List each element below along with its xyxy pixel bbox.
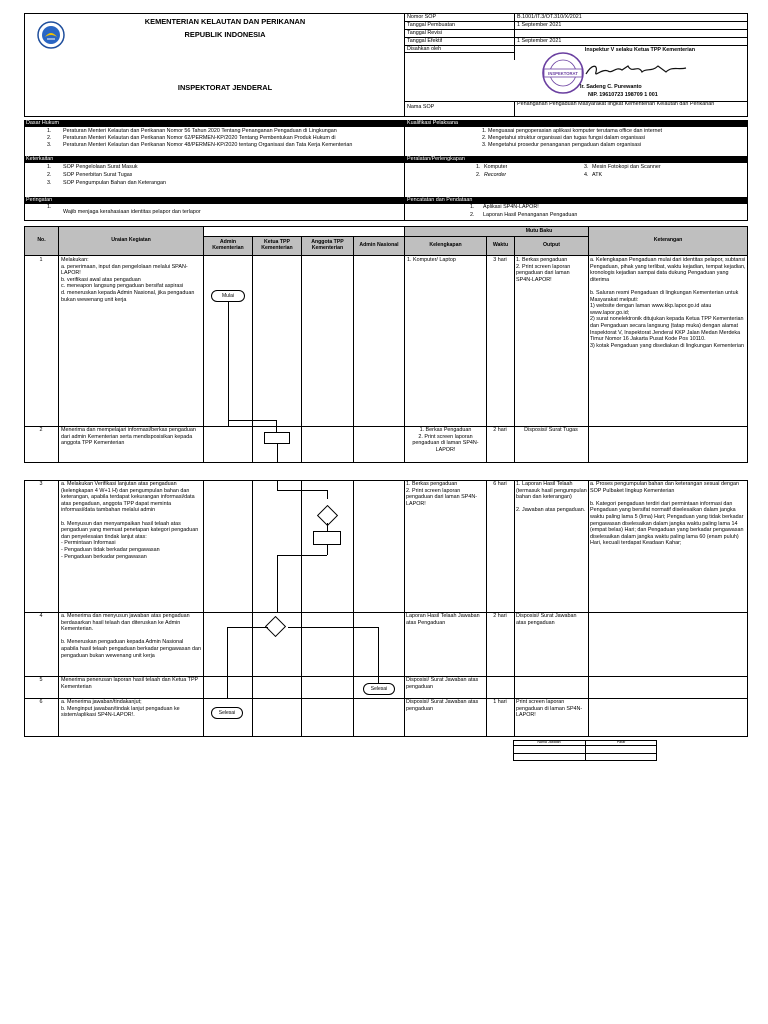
row-1-uraian: Melakukan: a. penerimaan, input dan pengelolaan melalui SPAN-LAPOR! b. verifikasi awal atas pengaduan c. meneapon langsung pengaduan bersifat aspirasi d. meneruskan kepada Admin Nasional, jika pengaduan bukan wewenang unit kerja	[61, 257, 195, 303]
row-4-output: Disposisi/ Surat Jawaban atas pengaduan	[516, 613, 577, 626]
keterkaitan-text-2: SOP Penerbitan Surat Tugas	[63, 172, 133, 178]
row-3-uraian: a. Melakukan Verifikasi lanjutan atas pengaduan (kelengkapan 4 W+1 H) dan pengumpulan bahan dan keterangan, apabila terdapat kekurangan informasi/data atas pengaduan, anggota TPP dapat meminta informasi/data tambahan melalui admin b. Menyusun dan menyampaikan hasil telaah atas pengaduan yang memuat penetapan kategori pengaduan dan penyelesaian tindak lanjut atas: - Permintaan Informasi - Pengaduan tidak berkadar pengawasan - Pengaduan berkadar pengawasan	[61, 481, 199, 560]
field-value-tanggal-pembuatan: 1 September 2021	[517, 22, 562, 28]
keterkaitan-text-3: SOP Pengumpulan Bahan dan Keterangan	[63, 180, 167, 186]
row-3-keterangan: a. Proses pengumpulan bahan dan keterangan sesuai dengan SOP Pulbaket lingkup Kementerian b. Kategori pengaduan terdiri dari permintaan informasi dan Pengaduan yang bersifat normatif diselesaikan dalam jangka waktu paling lama 5 (lima) Hari; Pengaduan yang tidak berkadar pengawasan diselesaikan dalam jangka waktu paling lama 14 (empat belas) Hari; dan Pengaduan yang berkadar pengawasan diselesaikan dalam jangka waktu paling lama 60 (enam puluh) Hari, kecuali terdapat Keadaan Kahar;	[590, 481, 744, 547]
signer-name: Ir. Sadeng C. Purewanto	[580, 84, 642, 90]
pencatatan-text-1: Aplikasi SP4N-LAPOR!	[483, 204, 539, 210]
svg-text:INSPEKTORAT: INSPEKTORAT	[548, 71, 578, 76]
ministry-title: KEMENTERIAN KELAUTAN DAN PERIKANAN	[144, 17, 306, 26]
col-header-pelaksana-gap	[203, 226, 405, 237]
unit-title: INSPEKTORAT JENDERAL	[177, 83, 273, 92]
row-3-waktu: 6 hari	[493, 481, 507, 487]
peralatan-text-1: Komputer	[484, 164, 508, 170]
field-value-tanggal-efektif: 1 September 2021	[517, 38, 562, 44]
pencatatan-title: Pencatatan dan Pendataan	[405, 197, 748, 204]
flow-process-anggota-telaah	[313, 531, 341, 545]
row-5-kelengkapan: Disposisi/ Surat Jawaban atas pengaduan	[406, 677, 479, 690]
dasar-hukum-no-2: 2.	[47, 135, 52, 141]
field-label-nomor-sop: Nomor SOP	[407, 14, 437, 20]
flow-start-mulai: Mulai	[211, 290, 245, 302]
pencatatan-no-1: 1.	[470, 204, 475, 210]
row-6-kelengkapan: Disposisi/ Surat Jawaban atas pengaduan	[406, 699, 479, 712]
signature-col-paraf: Paraf	[616, 740, 626, 744]
row-5-uraian: Menerima penerusan laporan hasil telaah dan Ketua TPP Kementerian	[61, 677, 199, 690]
field-value-disahkan: Inspektur V selaku Ketua TPP Kementerian	[584, 47, 696, 53]
peralatan-no-3: 3.	[584, 164, 589, 170]
field-label-tanggal-pembuatan: Tanggal Pembuatan	[407, 22, 455, 28]
row-3-no: 3	[39, 481, 43, 487]
kualifikasi-item-1: 1. Menguasai pengoperasian aplikasi komputer terutama office dan internet	[482, 128, 662, 134]
kualifikasi-item-2: 2. Mengetahui struktur organisasi dan tugas fungsi dalam organisasi	[482, 135, 646, 141]
col-header-admin-kementerian: Admin Kementerian	[203, 236, 253, 256]
row-5-no: 5	[39, 677, 43, 683]
pencatatan-text-2: Laporan Hasil Penanganan Pengaduan	[483, 212, 578, 218]
field-label-disahkan: Disahkan oleh	[407, 46, 442, 52]
field-label-tanggal-efektif: Tanggal Efektif	[407, 38, 443, 44]
row-1-keterangan: a. Kelengkapan Pengaduan mulai dari identitas pelapor, subtansi Pengaduan, pihak yang terlibat, waktu kejadian, tempat kejadian, kronologis kejadian sampai data dukung Pengaduan yang diterima b. Saluran resmi Pengaduan di lingkungan Kementerian untuk Masyarakat melputi: 1) website dengan laman www.kkp.lapor.go.id atau www.lapor.go.id; 2) surat nonelektronik ditujukan kepada Ketua TPP Kementerian dan Pengaduan secara langsung (tatap muka) dengan alamat Inspektorat V, Inspektorat Jenderal KKP Jalan Medan Merdeka Timur Nomor 16 Jakarta Pusat Kode Pos 10110. 3) kotak Pengaduan yang disediakan di lingkungan Kementerian	[590, 257, 746, 349]
col-header-no: No.	[24, 226, 59, 256]
signature-col-nama-jabatan: Nama Jabatan	[537, 740, 561, 744]
row-5-waktu	[486, 677, 514, 687]
peralatan-no-4: 4.	[584, 172, 589, 178]
row-6-keterangan	[590, 699, 747, 709]
row-5-keterangan	[590, 677, 747, 687]
col-header-uraian: Uraian Kegiatan	[58, 226, 204, 256]
col-header-admin-nasional: Admin Nasional	[353, 236, 405, 256]
kualifikasi-title: Kualifikasi Pelaksana	[405, 120, 748, 127]
row-1-output: 1. Berkas pengaduan 2. Print screen laporan pengaduan dari laman SP4N-LAPOR!	[516, 257, 571, 283]
peringatan-text: Wajib menjaga kerahasiaan identitas pelapor dan terlapor	[63, 209, 201, 215]
sop-name-label: Nama SOP	[407, 104, 435, 110]
row-2-waktu: 2 hari	[493, 427, 507, 433]
official-stamp	[541, 51, 585, 95]
field-value-nomor-sop: B.1001/IT.3/OT.310/X/2021	[517, 14, 582, 20]
peralatan-text-3: Mesin Fotokopi dan Scanner	[592, 164, 661, 170]
row-4-uraian: a. Menerima dan menyusun jawaban atas pengaduan berdasarkan hasil telaah dan diteruskan ke Admin Kementerian. b. Meneruskan pengaduan kepada Admin Nasional apabila hasil telaah pengaduan berkadar pengawasan dan pengaduan bukan wewenang unit kerja	[61, 613, 201, 659]
row-2-uraian: Menerima dan mempelajari informasi/berkas pengaduan dari admin Kementerian serta mendisposisikan kepada anggota TPP Kementerian	[61, 427, 196, 447]
col-header-waktu: Waktu	[486, 236, 515, 256]
peralatan-title: Peralatan/Perlengkapan	[405, 156, 748, 163]
col-header-kelengkapan: Kelengkapan	[404, 236, 487, 256]
sop-name-value: Penanganan Pengaduan Masyarakat lingkat Kementerian Kelautan dan Perikanan	[517, 101, 715, 107]
col-header-ketua-tpp: Ketua TPP Kementerian	[252, 236, 302, 256]
row-3-output: 1. Laporan Hasil Telaah (termasuk hasil pengumpulan bahan dan keterangan) 2. Jawaban atas pengaduan.	[516, 481, 587, 514]
row-2-no: 2	[39, 427, 43, 433]
signer-nip: NIP. 19610723 198709 1 001	[588, 92, 658, 98]
pencatatan-no-2: 2.	[470, 212, 475, 218]
peringatan-title: Peringatan	[24, 197, 404, 204]
peralatan-text-4: ATK	[592, 172, 603, 178]
row-6-output: Print screen laporan pengaduan di laman SP4N-LAPOR!	[516, 699, 583, 719]
row-2-output: Disposisi/ Surat Tugas	[524, 427, 578, 433]
keterkaitan-no-3: 3.	[47, 180, 52, 186]
col-header-keterangan: Keterangan	[588, 226, 748, 256]
kualifikasi-item-3: 3. Mengetahui prosedur penanganan pengaduan dalam organisasi	[482, 142, 642, 148]
dasar-hukum-title: Dasar Hukum	[24, 120, 404, 127]
keterkaitan-text-1: SOP Pengelolaan Surat Masuk	[63, 164, 138, 170]
flow-process-ketua-review	[264, 432, 290, 444]
dasar-hukum-text-3: Peraturan Menteri Kelautan dan Perikanan Nomor 48/PERMEN-KP/2020 tentang Organisasi dan Tata Kerja Kementerian	[63, 142, 353, 148]
flow-end-selesai-admin-kementerian: Selesai	[211, 707, 243, 719]
dasar-hukum-text-2: Peraturan Menteri Kelautan dan Perikanan Nomor 62/PERMEN-KP/2020 Tentang Pembentukan Produk Hukum di	[63, 135, 336, 141]
row-6-uraian: a. Menerima jawaban/tindakanjut; b. Menginput jawaban/tindak lanjut pengaduan ke sistem/aplikasi SP4N-LAPOR!.	[61, 699, 180, 719]
keterkaitan-no-2: 2.	[47, 172, 52, 178]
field-label-tanggal-revisi: Tanggal Revisi	[407, 30, 443, 36]
col-header-anggota-tpp: Anggota TPP Kementerian	[301, 236, 354, 256]
col-header-mutu-baku: Mutu Baku	[404, 226, 674, 237]
peringatan-no: 1.	[47, 204, 52, 210]
row-4-keterangan	[590, 613, 747, 623]
peralatan-text-2: Recorder	[484, 172, 507, 178]
col-header-output: Output	[514, 236, 589, 256]
row-4-kelengkapan: Laporan Hasil Telaah Jawaban atas Pengaduan	[406, 613, 480, 626]
ministry-logo	[36, 20, 66, 50]
row-1-waktu: 3 hari	[493, 257, 507, 263]
keterkaitan-no-1: 1.	[47, 164, 52, 170]
row-5-output	[516, 677, 587, 687]
peralatan-no-2: 2.	[476, 172, 481, 178]
signature	[582, 60, 692, 82]
dasar-hukum-no-3: 3.	[47, 142, 52, 148]
row-4-waktu: 2 hari	[493, 613, 507, 619]
flow-end-selesai-admin-nasional: Selesai	[363, 683, 395, 695]
dasar-hukum-no-1: 1.	[47, 128, 52, 134]
row-1-no: 1	[39, 257, 43, 263]
row-3-kelengkapan: 1. Berkas pengaduan 2. Print screen laporan pengaduan dari laman SP4N-LAPOR!	[406, 481, 478, 507]
republic-title: REPUBLIK INDONESIA	[184, 30, 266, 39]
row-2-kelengkapan: 1. Berkas Pengaduan 2. Print screen laporan pengaduan di laman SP4N-LAPOR!	[412, 427, 479, 453]
row-1-kelengkapan: 1. Komputer/ Laptop	[407, 257, 456, 263]
row-6-waktu: 1 hari	[493, 699, 507, 705]
row-2-keterangan	[590, 427, 747, 437]
dasar-hukum-text-1: Peraturan Menteri Kelautan dan Perikanan Nomor 56 Tahun 2020 Tentang Penanganan Pengaduan di Lingkungan	[63, 128, 337, 134]
peralatan-no-1: 1.	[476, 164, 481, 170]
row-4-no: 4	[39, 613, 43, 619]
row-6-no: 6	[39, 699, 43, 705]
keterkaitan-title: Keterkaitan	[24, 156, 404, 163]
